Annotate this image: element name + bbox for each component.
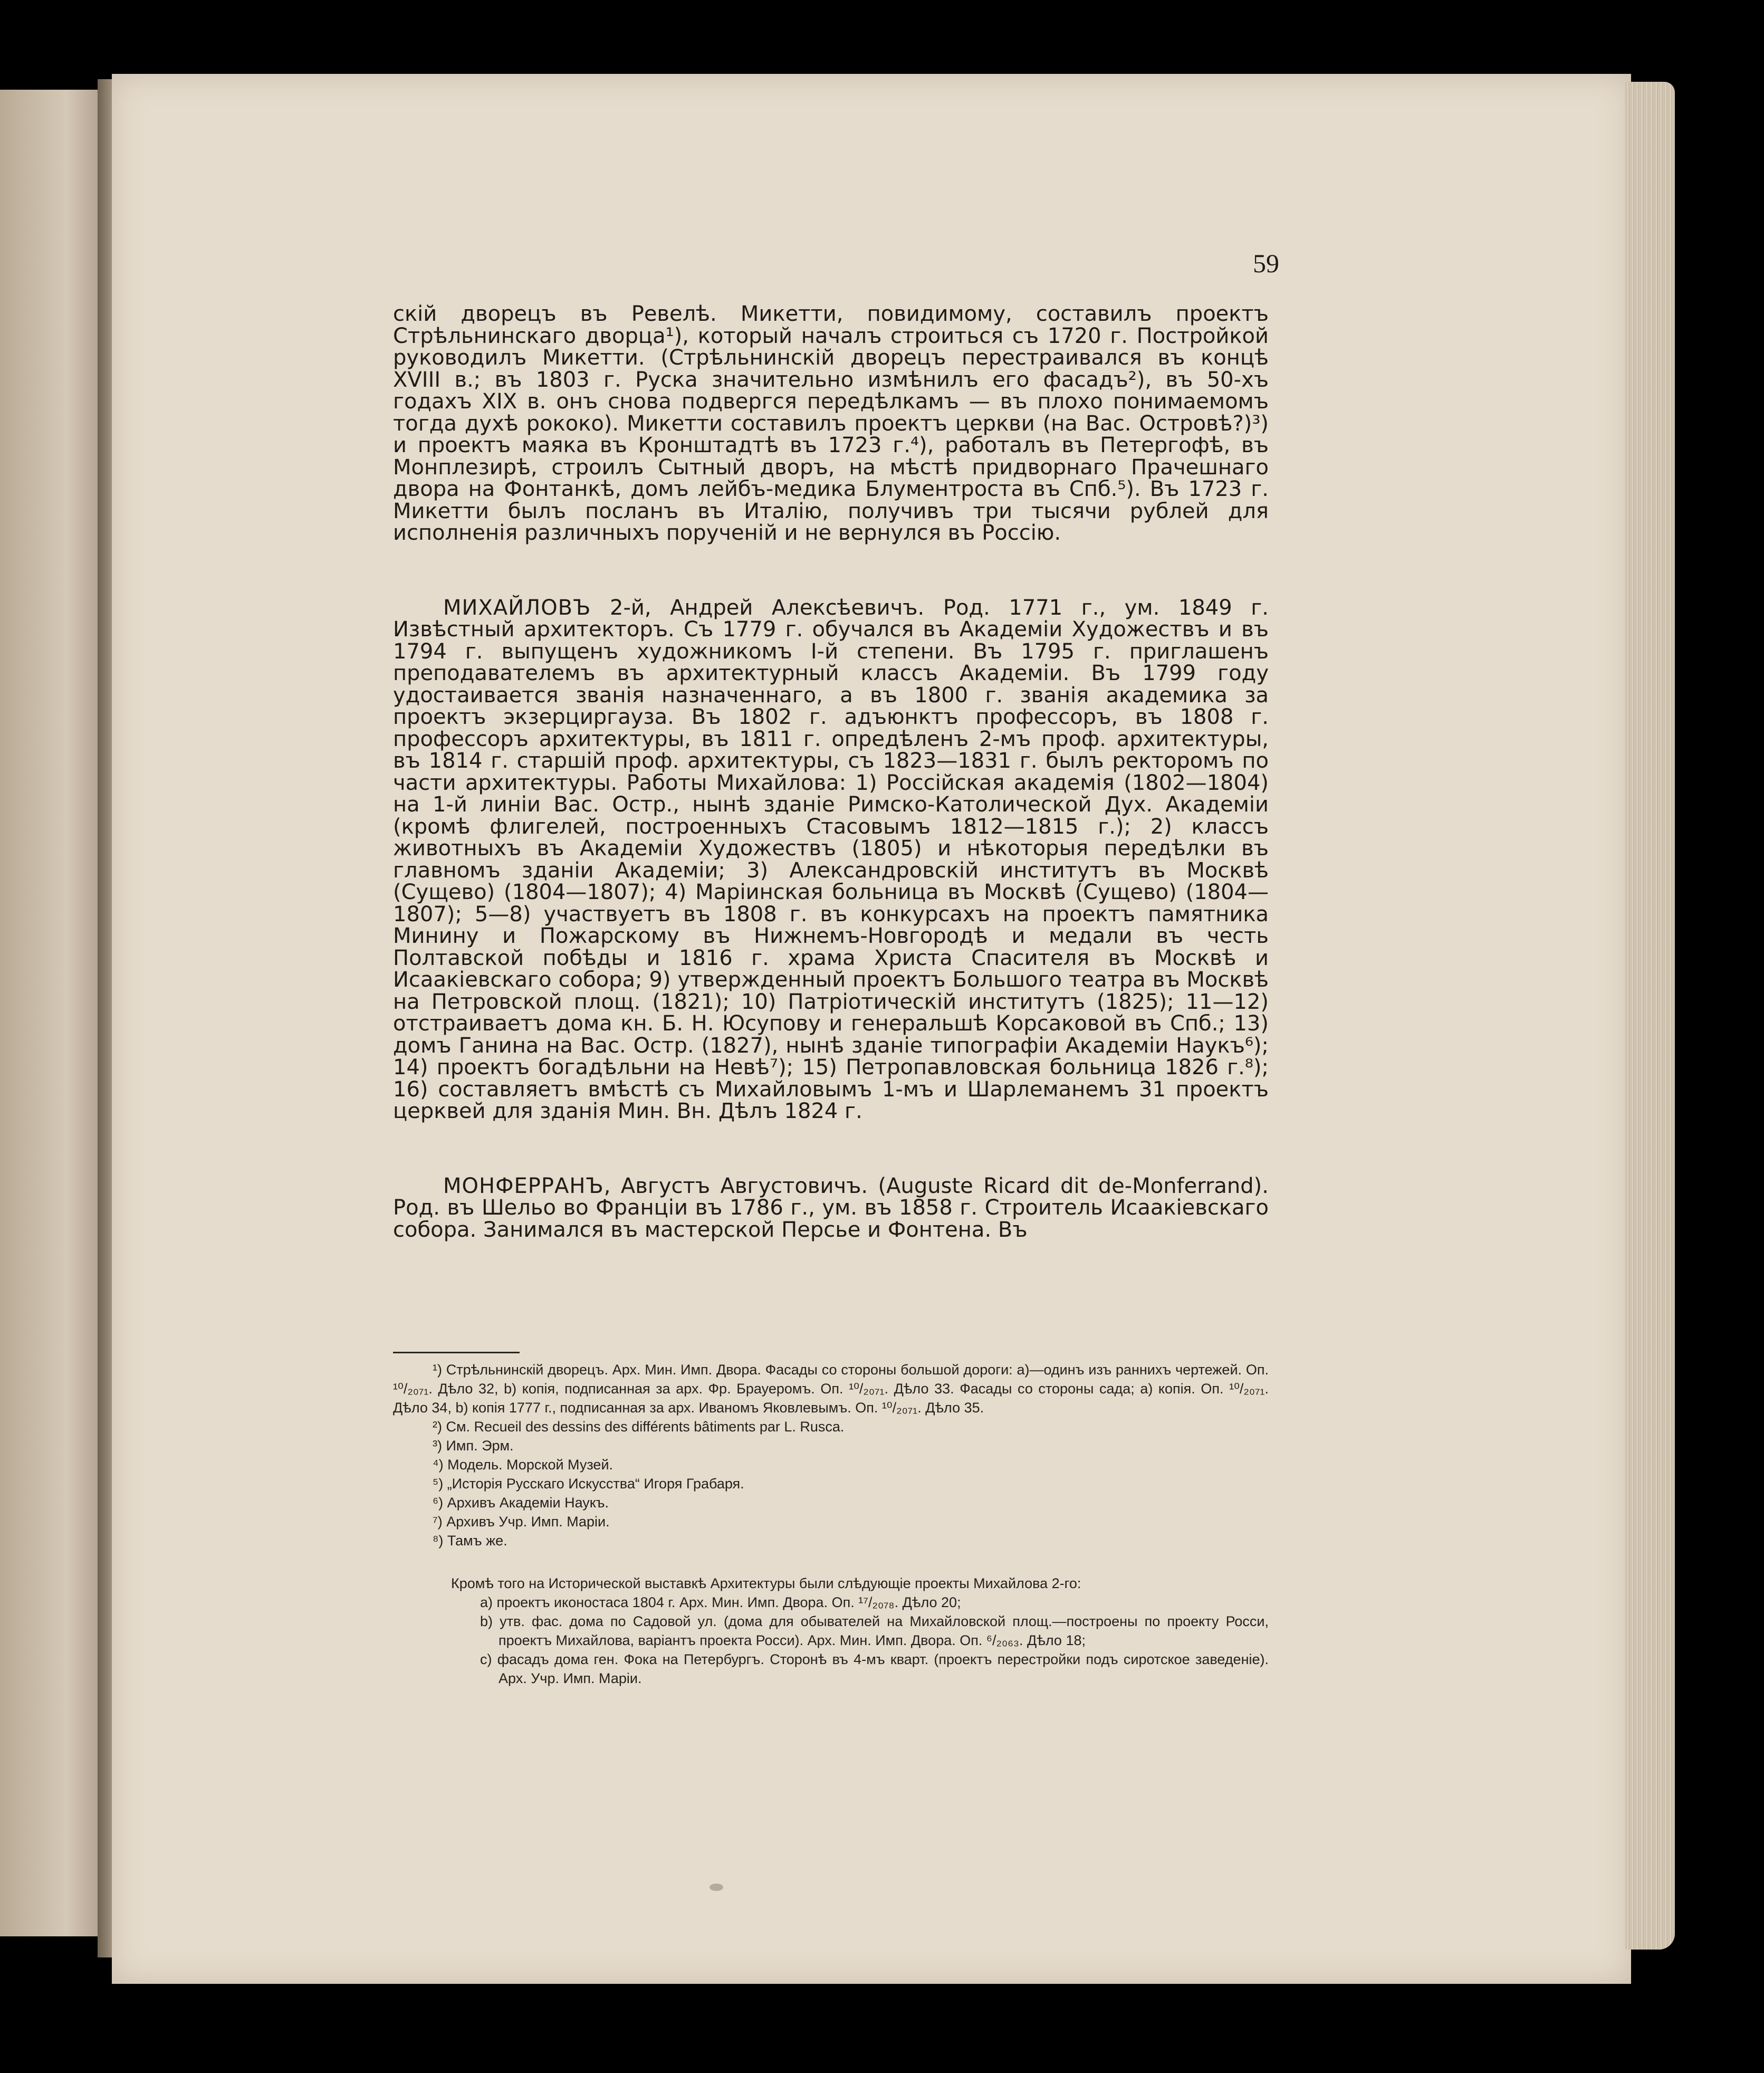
paragraph-text: 2-й, Андрей Алексѣевичъ. Род. 1771 г., ум. 1849 г. Извѣстный архитекторъ. Съ 1779 г. обучался въ Академіи Художествъ и въ 1794 г. выпущенъ художникомъ I-й степени. Въ 1795 г. приглашенъ преподавателемъ въ архитектурный классъ Академіи. Въ 1799 году удостаивается званія назначеннаго, а въ 1800 г. званія академика за проектъ экзерциргауза. Въ 1802 г. адъюнктъ профессоръ, въ 1808 г. профессоръ архитектуры, въ 1811 г. опредѣленъ 2-мъ проф. архитектуры, въ 1814 г. старшій проф. архитектуры, съ 1823—1831 г. былъ ректоромъ по части архитектуры. Работы Михайлова: 1) Россійская академія (1802—1804) на 1-й линіи Вас. Остр., нынѣ зданіе Римско-Католической Дух. Академіи (кромѣ флигелей, построенныхъ Стасовымъ 1812—1815 г.); 2) классъ животныхъ въ Академіи Художествъ (1805) и нѣкоторыя передѣлки въ главномъ зданіи Академіи; 3) Александровскій институтъ въ Москвѣ (Сущево) (1804—1807); 4) Маріинская больница въ Москвѣ (Сущево) (1804—1807); 5—8) участвуетъ въ 1808 г. въ конкурсахъ на проектъ памятника Минину и Пожарскому въ Нижнемъ-Новгородѣ и медали въ честь Полтавской побѣды и 1816 г. храма Христа Спасителя въ Москвѣ и Исаакіевскаго собора; 9) утвержденный проектъ Большого театра въ Москвѣ на Петровской площ. (1821); 10) Патріотическій институтъ (1825); 11—12) отстраиваетъ дома кн. Б. Н. Юсупову и генеральшѣ Корсаковой въ Спб.; 13) домъ Ганина на Вас. Остр. (1827), нынѣ зданіе типографіи Академіи Наукъ⁶); 14) проектъ богадѣльни на Невѣ⁷); 15) Петропавловская больница 1826 г.⁸); 16) составляетъ вмѣстѣ съ Михайловымъ 1-мъ и Шарлеманемъ 31 проектъ церквей для зданія Мин. Вн. Дѣлъ 1824 г. bbox=[393, 595, 1269, 1123]
paragraph-text: , Августъ Августовичъ. (Auguste Ricard dit de-Monferrand). Род. въ Шельо во Франціи въ 1786 г., ум. въ 1858 г. Строитель Исаакіевскаго собора. Занимался въ мастерской Персье и Фонтена. Въ bbox=[393, 1173, 1269, 1242]
left-page-edge bbox=[0, 90, 111, 1936]
paragraph-miketti bbox=[393, 303, 1269, 544]
footnote: ⁶) Архивъ Академіи Наукъ. bbox=[433, 1495, 609, 1511]
extra-projects-intro: Кромѣ того на Исторической выставкѣ Архитектуры были слѣдующіе проекты Михайлова 2-го: bbox=[451, 1575, 1081, 1591]
extra-project-item: b) утв. фас. дома по Садовой ул. (дома для обывателей на Михайловской площ.—построены по проекту Росси, проектъ Михайлова, варіантъ проекта Росси). Арх. Мин. Имп. Двора. Оп. ⁶/₂₀₆₃. Дѣло 18; bbox=[480, 1613, 1269, 1648]
footnote: ⁵) „Исторія Русскаго Искусства“ Игоря Грабаря. bbox=[433, 1476, 744, 1492]
footnote: ³) Имп. Эрм. bbox=[433, 1438, 514, 1454]
page-number: 59 bbox=[1253, 249, 1279, 278]
footnote: ²) См. Recueil des dessins des différents bâtiments par L. Rusca. bbox=[433, 1419, 845, 1435]
extra-project-item: c) фасадъ дома ген. Фока на Петербургъ. Сторонѣ въ 4-мъ кварт. (проектъ перестройки подъ сиротское заведеніе). Арх. Учр. Имп. Маріи. bbox=[480, 1651, 1269, 1686]
footnote-divider bbox=[393, 1352, 520, 1353]
paragraph-mikhailov bbox=[393, 597, 1269, 1123]
footnote: ⁷) Архивъ Учр. Имп. Маріи. bbox=[433, 1514, 610, 1530]
entry-heading: МОНФЕРРАНЪ bbox=[443, 1173, 604, 1198]
footnote: ¹) Стрѣльнинскій дворецъ. Арх. Мин. Имп. Двора. Фасады со стороны большой дороги: a)—одинъ изъ раннихъ чертежей. Оп. ¹⁰/₂₀₇₁. Дѣло 32, b) копія, подписанная за арх. Фр. Брауеромъ. Оп. ¹⁰/₂₀₇₁. Дѣло 33. Фасады со стороны сада; a) копія. Оп. ¹⁰/₂₀₇₁. Дѣло 34, b) копія 1777 г., подписанная за арх. Иваномъ Яковлевымъ. Оп. ¹⁰/₂₀₇₁. Дѣло 35. bbox=[393, 1362, 1269, 1416]
main-text bbox=[393, 303, 1269, 1241]
extra-project-item: a) проектъ иконостаса 1804 г. Арх. Мин. Имп. Двора. Оп. ¹⁷/₂₀₇₈. Дѣло 20; bbox=[480, 1594, 961, 1610]
paragraph-montferrand bbox=[393, 1173, 1269, 1242]
footnote: ⁸) Тамъ же. bbox=[433, 1533, 507, 1549]
paragraph-text: скій дворецъ въ Ревелѣ. Микетти, повидимому, составилъ проектъ Стрѣльнинскаго дворца¹), который началъ строиться съ 1720 г. Постройкой руководилъ Микетти. (Стрѣльнинскій дворецъ перестраивался въ концѣ XVIII в.; въ 1803 г. Руска значительно измѣнилъ его фасадъ²), въ 50-хъ годахъ XIX в. онъ снова подвергся передѣлкамъ — въ плохо понимаемомъ тогда духѣ рококо). Микетти составилъ проектъ церкви (на Вас. Островѣ?)³) и проектъ маяка въ Кронштадтѣ въ 1723 г.⁴), работалъ въ Петергофѣ, въ Монплезирѣ, строилъ Сытный дворъ, на мѣстѣ придворнаго Прачешнаго двора на Фонтанкѣ, домъ лейбъ-медика Блументроста въ Спб.⁵). Въ 1723 г. Микетти былъ посланъ въ Италію, получивъ три тысячи рублей для исполненія различныхъ порученій и не вернулся въ Россію. bbox=[393, 302, 1269, 545]
footnote: ⁴) Модель. Морской Музей. bbox=[433, 1457, 613, 1473]
footnotes bbox=[393, 1360, 1269, 1688]
entry-heading: МИХАЙЛОВЪ bbox=[443, 595, 591, 620]
page-stack-edges bbox=[1625, 82, 1675, 1950]
paper-smudge bbox=[710, 1884, 723, 1891]
